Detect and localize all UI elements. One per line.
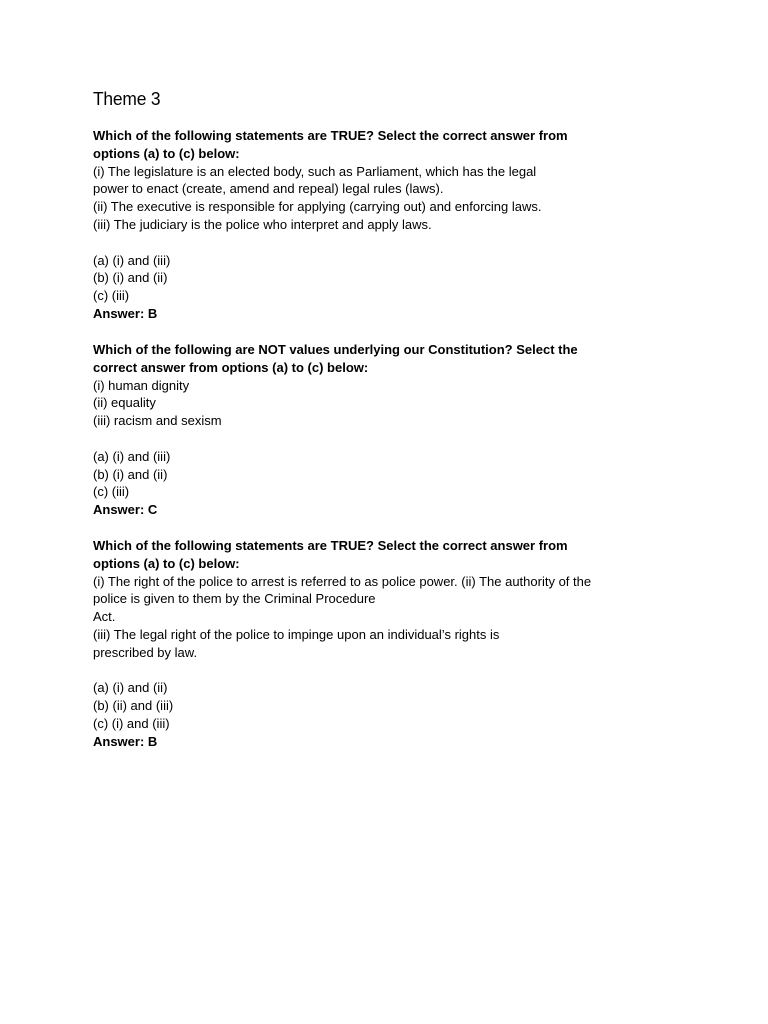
statement-line: (ii) The executive is responsible for applying (carrying out) and enforcing laws. <box>93 199 542 215</box>
option-a: (a) (i) and (iii) <box>93 252 171 268</box>
statement-line: (iii) racism and sexism <box>93 413 222 429</box>
statement-line: (i) human dignity <box>93 377 190 393</box>
option-c: (c) (iii) <box>93 484 130 500</box>
spacer <box>93 662 693 680</box>
option-b: (b) (i) and (ii) <box>93 466 168 482</box>
answer-label: Answer: C <box>93 502 158 518</box>
page-title: Theme 3 <box>93 88 161 109</box>
option-c: (c) (i) and (iii) <box>93 715 170 731</box>
statement-line: power to enact (create, amend and repeal) legal rules (laws). <box>93 181 444 197</box>
question-stem-line: correct answer from options (a) to (c) below: <box>93 359 369 375</box>
statement-line: (i) The legislature is an elected body, such as Parliament, which has the legal <box>93 163 537 179</box>
answer-label: Answer: B <box>93 305 158 321</box>
statement-line: police is given to them by the Criminal Procedure <box>93 591 376 607</box>
statement-line: prescribed by law. <box>93 644 198 660</box>
question-stem-line: Which of the following are NOT values underlying our Constitution? Select the <box>93 342 578 357</box>
statement-line: (iii) The legal right of the police to impinge upon an individual’s rights is <box>93 626 500 642</box>
option-c: (c) (iii) <box>93 288 130 304</box>
question-stem-line: options (a) to (c) below: <box>93 555 240 571</box>
option-a: (a) (i) and (ii) <box>93 680 168 696</box>
statement-line: (i) The right of the police to arrest is referred to as police power. (ii) The authority of the <box>93 573 592 589</box>
option-b: (b) (ii) and (iii) <box>93 698 174 714</box>
statement-line: Act. <box>93 609 116 625</box>
question-stem-line: options (a) to (c) below: <box>93 145 240 161</box>
statement-line: (iii) The judiciary is the police who interpret and apply laws. <box>93 216 432 232</box>
question-stem-line: Which of the following statements are TRUE? Select the correct answer from <box>93 538 568 553</box>
answer-label: Answer: B <box>93 733 158 749</box>
question-3 <box>93 537 693 751</box>
spacer <box>93 430 693 448</box>
question-stem-line: Which of the following statements are TRUE? Select the correct answer from <box>93 128 568 143</box>
statement-line: (ii) equality <box>93 395 156 411</box>
spacer <box>93 234 693 252</box>
question-2 <box>93 341 693 519</box>
option-a: (a) (i) and (iii) <box>93 448 171 464</box>
question-1 <box>93 127 693 323</box>
option-b: (b) (i) and (ii) <box>93 270 168 286</box>
